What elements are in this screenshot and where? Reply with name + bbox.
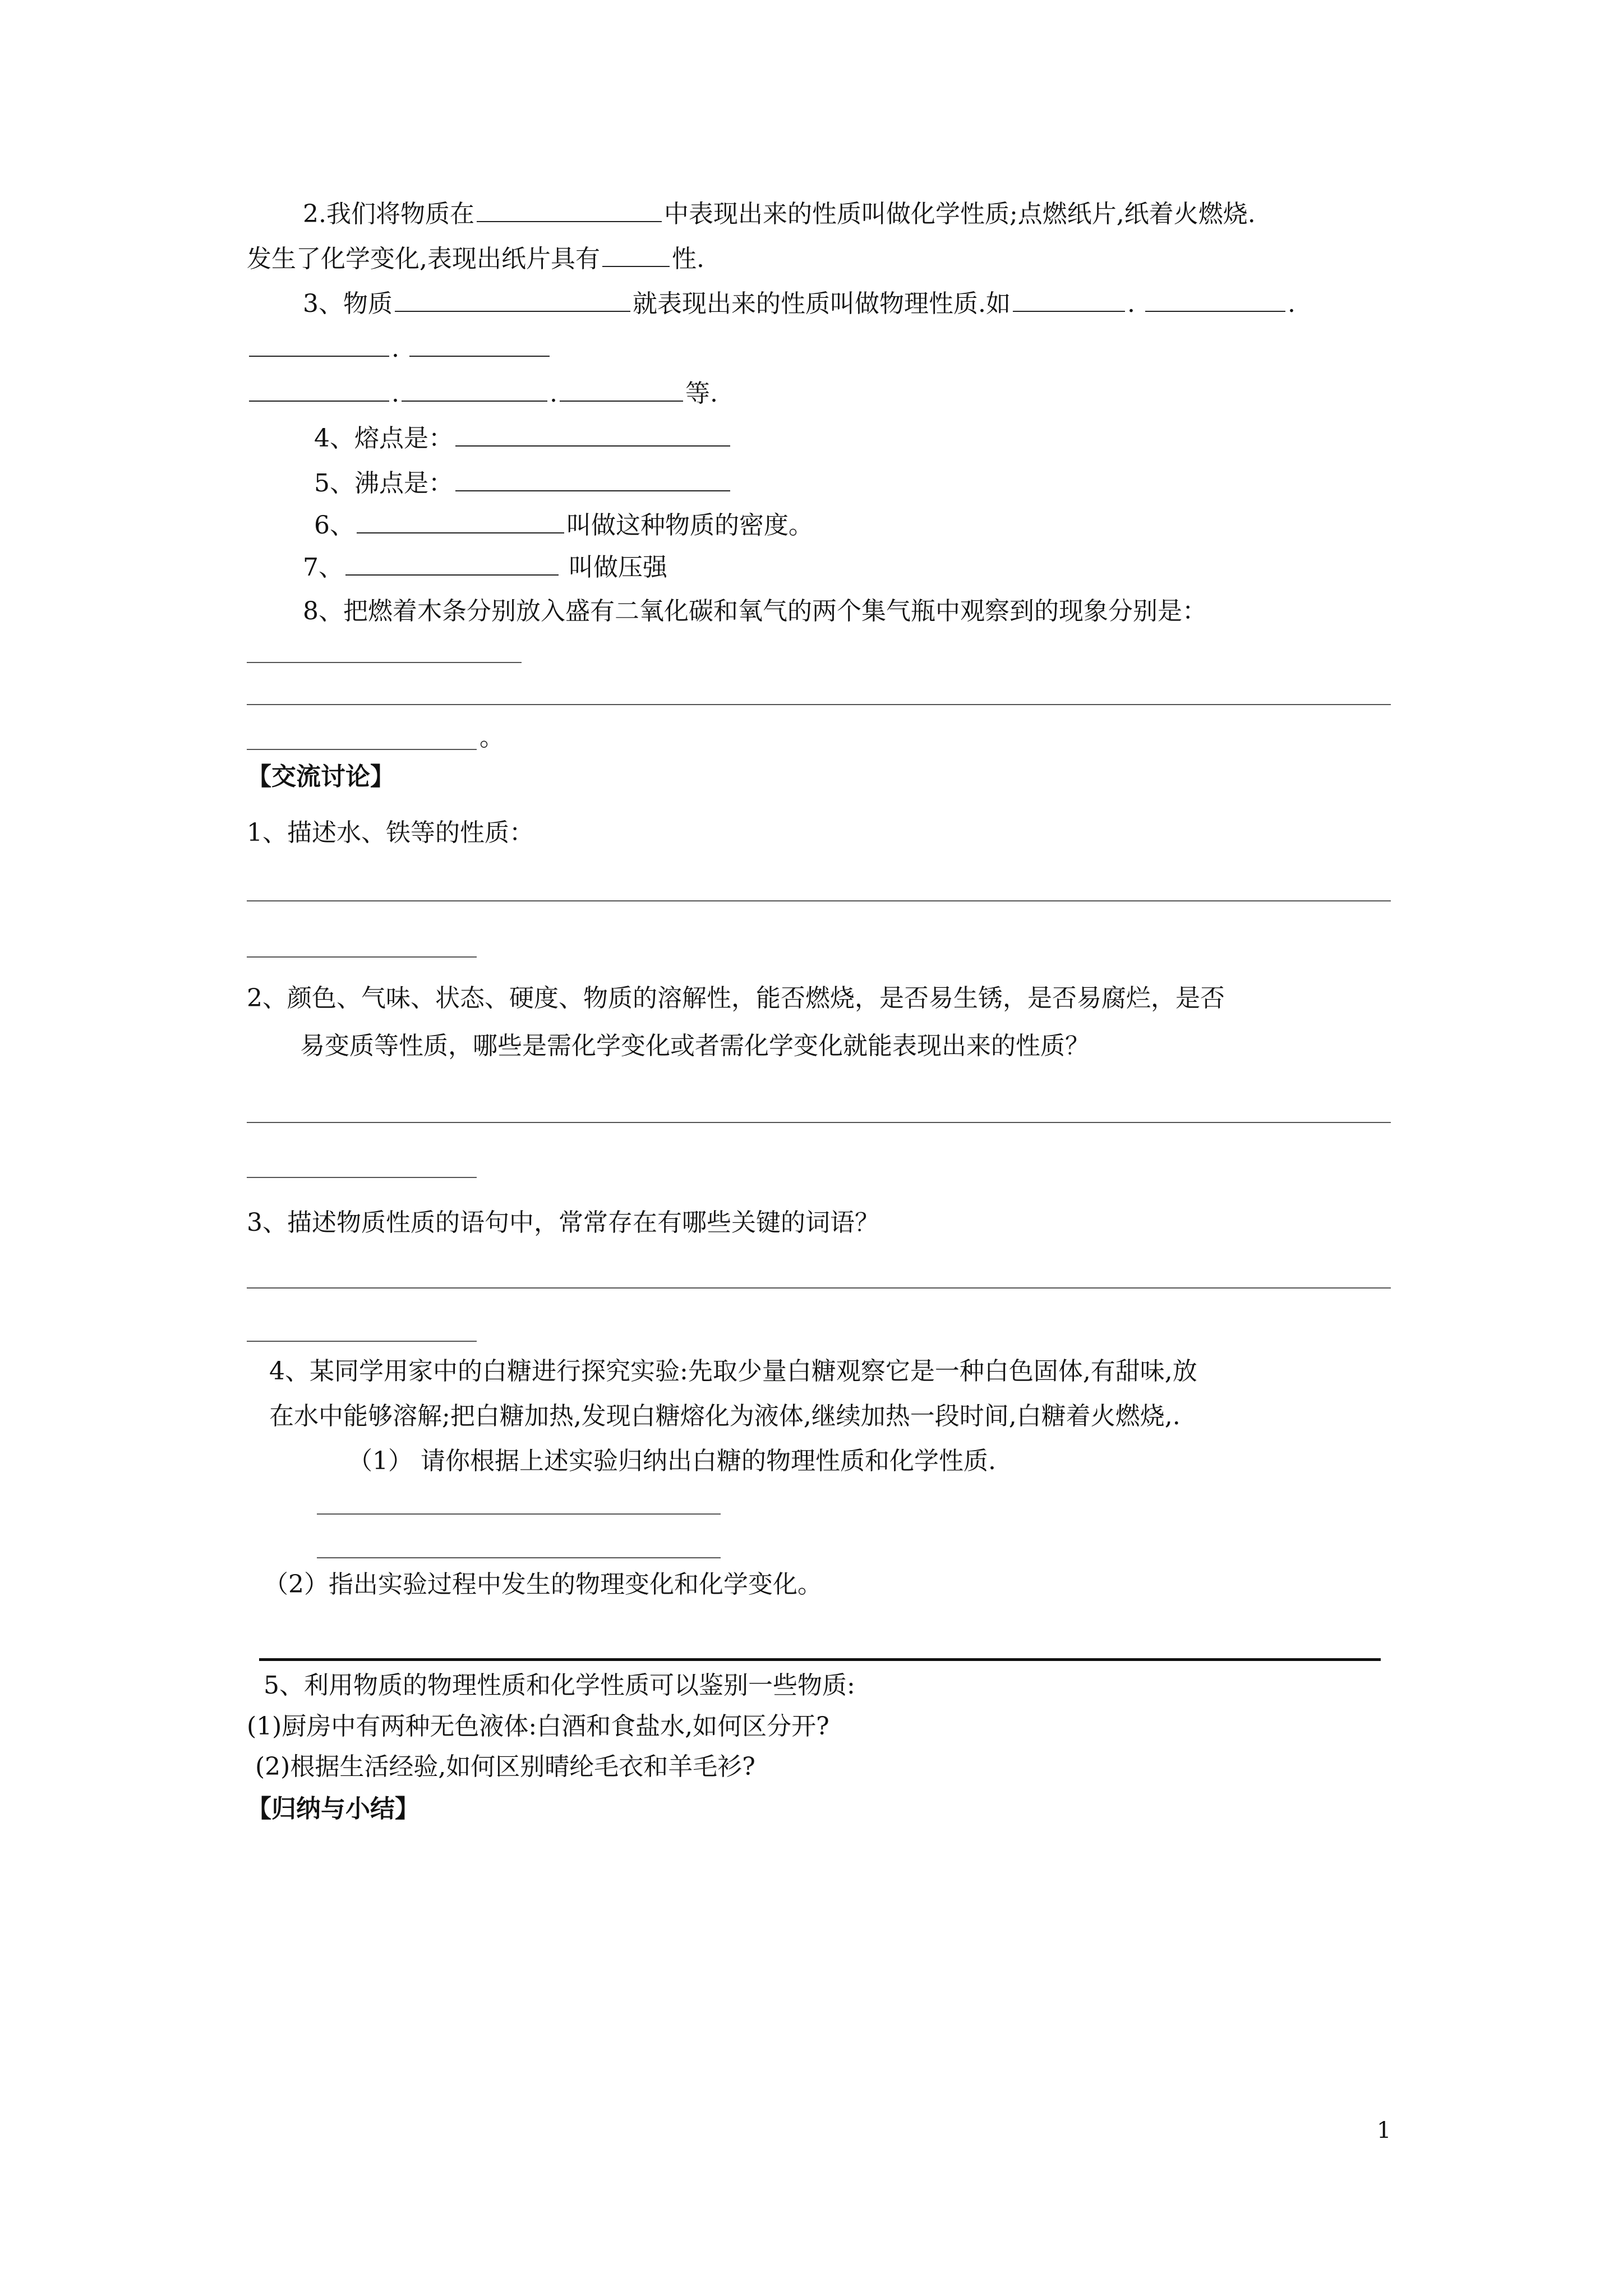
q3-blank-7[interactable] [402, 376, 547, 402]
d3-answer-line-2[interactable] [247, 1341, 477, 1342]
q5-blank[interactable] [455, 466, 730, 491]
d4-sub2: （2）指出实验过程中发生的物理变化和化学变化。 [264, 1570, 822, 1599]
q3-blank-3[interactable] [1145, 286, 1285, 312]
q2-blank-1[interactable] [477, 196, 662, 222]
q6-line: 6、 叫做这种物质的密度。 [314, 508, 813, 542]
q6-blank[interactable] [357, 508, 564, 533]
q3-blank-4[interactable] [249, 331, 389, 357]
d1-answer-line-1[interactable] [247, 900, 1391, 901]
q3-blank-8[interactable] [560, 376, 683, 402]
d5-line1: 5、利用物质的物理性质和化学性质可以鉴别一些物质: [264, 1671, 855, 1700]
page-number: 1 [1377, 2118, 1391, 2143]
d4-sub1: （1） 请你根据上述实验归纳出白糖的物理性质和化学性质. [348, 1447, 996, 1475]
q3-line1: 3、物质 就表现出来的性质叫做物理性质.如 . . [303, 286, 1295, 321]
q8-text: 8、把燃着木条分别放入盛有二氧化碳和氧气的两个集气瓶中观察到的现象分别是： [303, 597, 1207, 625]
q8-answer-line-1[interactable] [247, 662, 522, 663]
q7-blank[interactable] [345, 550, 559, 576]
q8-answer-line-2[interactable] [247, 704, 1391, 705]
d3-answer-line-1[interactable] [247, 1287, 1391, 1289]
q2-line2: 发生了化学变化,表现出纸片具有 性. [247, 241, 704, 276]
q2-blank-2[interactable] [602, 241, 670, 267]
q8-end: 。 [479, 723, 504, 752]
d2-answer-line-1[interactable] [247, 1122, 1391, 1123]
q3-blank-2[interactable] [1013, 286, 1125, 312]
d5-line3: (2)根据生活经验,如何区别晴纶毛衣和羊毛衫? [255, 1752, 755, 1781]
d3-text: 3、描述物质性质的语句中，常常存在有哪些关键的词语？ [247, 1208, 879, 1237]
q3-blank-5[interactable] [409, 331, 550, 357]
q3-line3: . . 等. [247, 376, 718, 411]
d2-line2: 易变质等性质，哪些是需化学变化或者需化学变化就能表现出来的性质？ [300, 1032, 1090, 1060]
d5-line2: (1)厨房中有两种无色液体:白酒和食盐水,如何区分开? [247, 1712, 829, 1741]
q4-line: 4、熔点是： [314, 421, 732, 455]
d1-answer-line-2[interactable] [247, 956, 477, 958]
q5-line: 5、沸点是： [314, 466, 732, 500]
d2-line1: 2、颜色、气味、状态、硬度、物质的溶解性，能否燃烧，是否易生锈，是否易腐烂，是否 [247, 984, 1225, 1013]
q4-blank[interactable] [455, 421, 730, 447]
summary-heading: 【归纳与小结】 [247, 1795, 419, 1823]
q2-line1: 2.我们将物质在 中表现出来的性质叫做化学性质;点燃纸片,纸着火燃烧. [303, 196, 1256, 231]
q3-blank-6[interactable] [249, 376, 389, 402]
discussion-heading: 【交流讨论】 [247, 762, 395, 791]
section-divider [259, 1658, 1381, 1661]
d4-answer-line-2[interactable] [317, 1557, 721, 1558]
d2-answer-line-2[interactable] [247, 1177, 477, 1178]
d1-text: 1、描述水、铁等的性质： [247, 818, 534, 847]
q7-line: 7、 叫做压强 [303, 550, 667, 585]
d4-line2: 在水中能够溶解;把白糖加热,发现白糖熔化为液体,继续加热一段时间,白糖着火燃烧,. [269, 1402, 1181, 1430]
d4-answer-line-1[interactable] [317, 1513, 721, 1515]
q3-line2: . [247, 331, 552, 366]
q8-answer-line-3[interactable] [247, 749, 477, 750]
q3-blank-1[interactable] [395, 286, 630, 312]
d4-line1: 4、某同学用家中的白糖进行探究实验:先取少量白糖观察它是一种白色固体,有甜味,放 [269, 1357, 1197, 1386]
